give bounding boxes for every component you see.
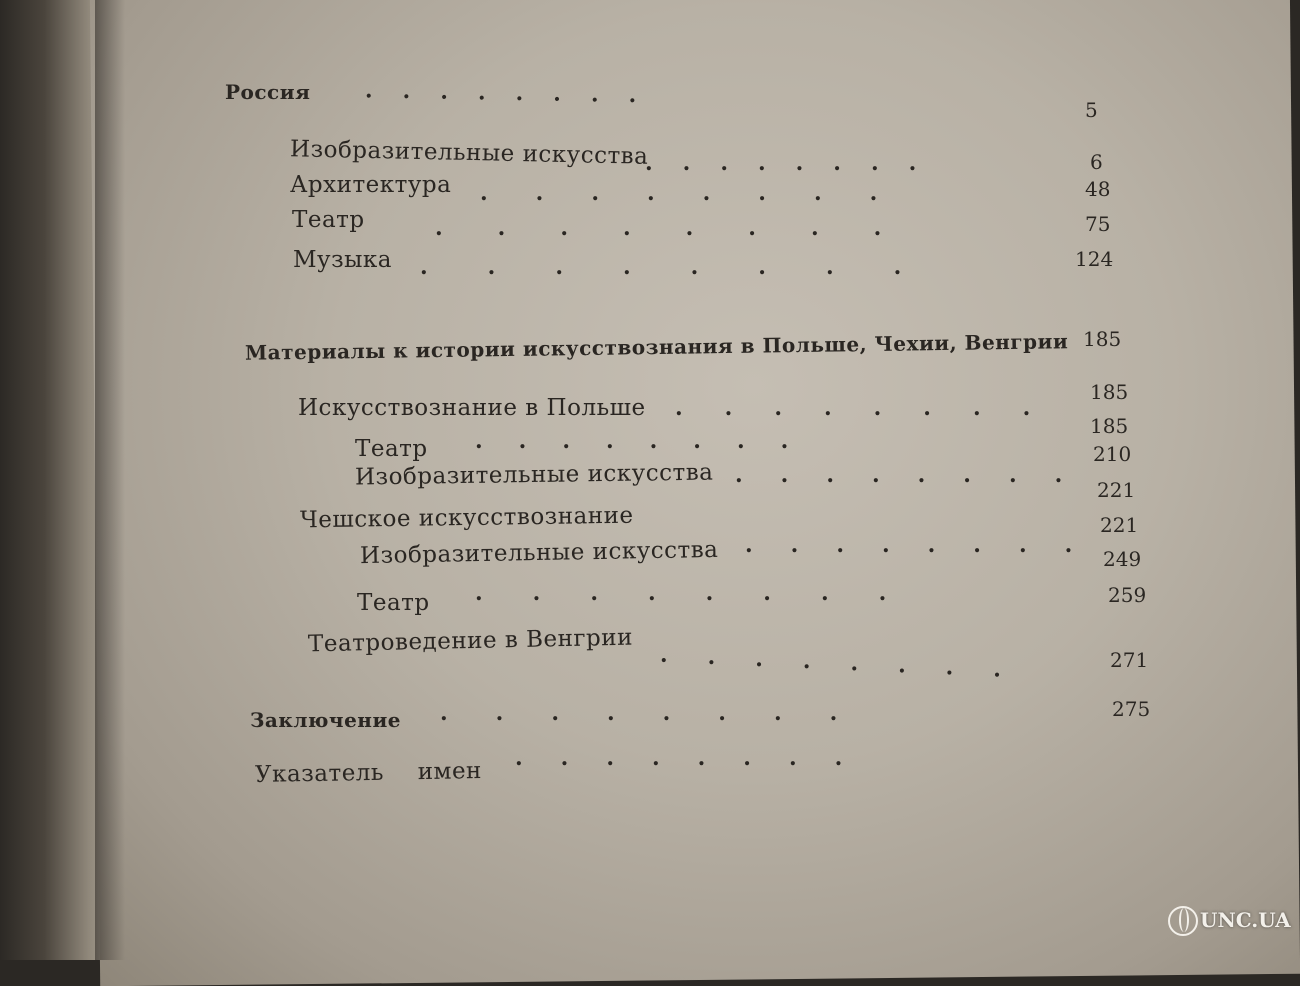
toc-item-page: 249 <box>1103 547 1142 571</box>
dot-leader: ........ <box>435 215 937 241</box>
toc-item-page: 221 <box>1100 513 1139 537</box>
toc-item: Чешское искусствознание <box>299 502 634 534</box>
watermark-text: UNC.UA <box>1200 908 1291 932</box>
dot-leader: ........ <box>440 700 886 726</box>
toc-item: Театр <box>292 207 365 233</box>
dot-leader: ........ <box>659 641 1042 685</box>
toc-item-page: 221 <box>1097 478 1136 502</box>
toc-conclusion-page: 275 <box>1112 697 1151 721</box>
dot-leader: ........ <box>675 395 1073 421</box>
watermark-logo <box>1168 898 1291 958</box>
toc-index-title: Указатель имен <box>254 758 483 788</box>
toc-item: Изобразительные искусства <box>359 536 719 570</box>
toc-item: Изобразительные искусства <box>289 136 649 170</box>
toc-item: Изобразительные искусства <box>354 459 714 491</box>
toc-item: Театр <box>357 590 430 616</box>
toc-item: Театр <box>355 436 428 462</box>
toc-section-materials-page: 185 <box>1083 327 1122 351</box>
dot-leader: ........ <box>480 180 926 206</box>
toc-item: Искусствознание в Польше <box>298 395 646 421</box>
toc-item-page: 124 <box>1075 247 1114 271</box>
toc-item-page: 75 <box>1085 212 1111 236</box>
dot-leader: ........ <box>735 462 1101 488</box>
toc-item-page: 210 <box>1093 442 1132 466</box>
dot-leader: ........ <box>515 745 881 771</box>
toc-item-page: 185 <box>1090 380 1129 404</box>
toc-item-page: 6 <box>1090 150 1103 174</box>
dot-leader: ........ <box>475 428 825 454</box>
page-edge-shadow <box>95 0 125 960</box>
toc-section-russia-title: Россия <box>225 80 311 104</box>
toc-item-page: 185 <box>1090 414 1129 438</box>
toc-conclusion-title: Заключение <box>250 708 401 732</box>
dot-leader: ........ <box>420 254 962 280</box>
toc-section-materials-title: Материалы к истории искусствознания в Польше, Чехии, Венгрии <box>244 329 1069 365</box>
dot-leader: ........ <box>645 150 947 176</box>
dot-leader: ........ <box>745 532 1111 558</box>
toc-item-page: 48 <box>1085 177 1111 201</box>
globe-icon <box>1168 906 1198 936</box>
toc-item: Театроведение в Венгрии <box>307 624 634 658</box>
toc-item-page: 271 <box>1110 648 1149 672</box>
dot-leader: ........ <box>475 580 937 606</box>
toc-item: Архитектура <box>290 172 452 198</box>
toc-item-page: 259 <box>1108 583 1147 607</box>
dot-leader: ........ <box>364 77 667 109</box>
toc-item: Музыка <box>293 247 393 273</box>
toc-section-russia-page: 5 <box>1085 98 1098 122</box>
